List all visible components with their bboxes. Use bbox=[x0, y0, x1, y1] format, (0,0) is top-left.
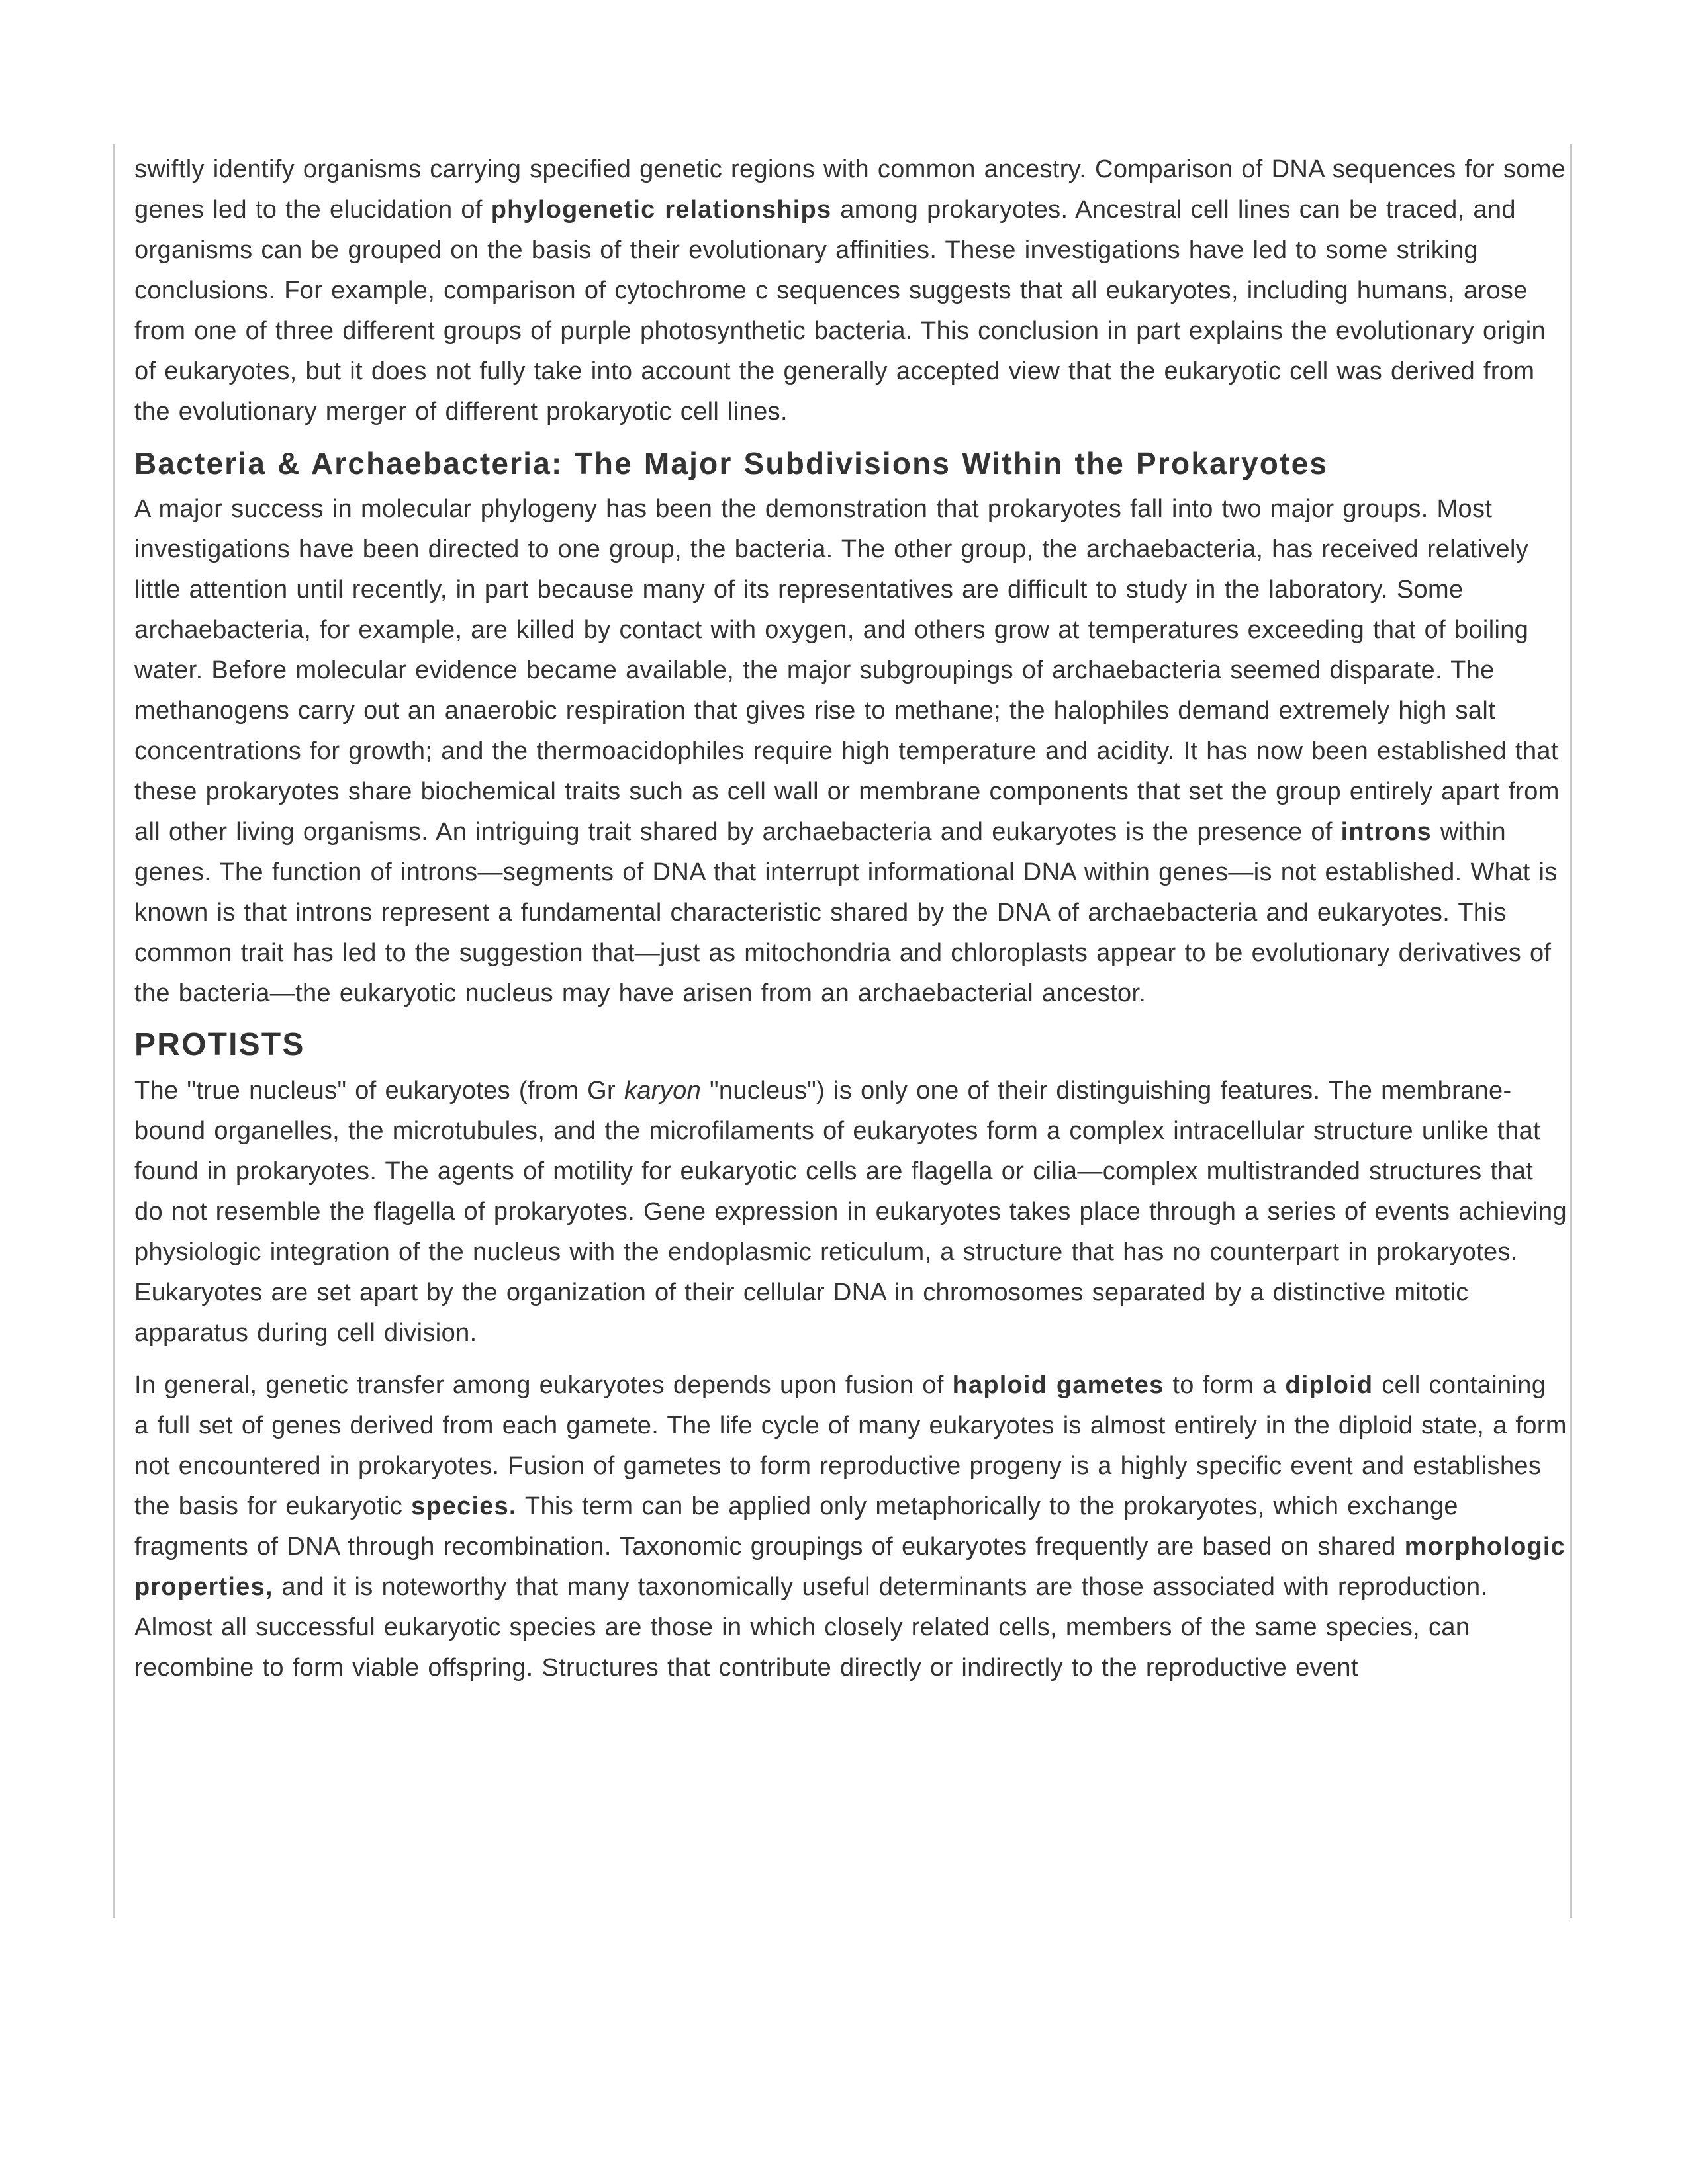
heading-protists: PROTISTS bbox=[134, 1027, 305, 1062]
bold-term-phylogenetic-relationships: phylogenetic relationships bbox=[491, 196, 832, 224]
heading-bacteria-archaebacteria: Bacteria & Archaebacteria: The Major Subdivisions Within the Prokaryotes bbox=[134, 446, 1329, 480]
text-run: within genes. The function of introns—segments of DNA that interrupt informational DNA within genes—is not established. What is known is that introns represent a fundamental characteristic shared by the DNA of archaebacteria and eukaryotes. This common trait has led to the suggestion that—just as mitochondria and chloroplasts appear to be evolutionary derivatives of the bacteria—the eukaryotic nucleus may have arisen from an archaebacterial ancestor. bbox=[134, 818, 1558, 1007]
bold-term-haploid-gametes: haploid gametes bbox=[952, 1371, 1164, 1399]
paragraph-true-nucleus bbox=[134, 1071, 1568, 1353]
text-run: and it is noteworthy that many taxonomically useful determinants are those associated with reproduction. Almost all successful eukaryotic species are those in which closely related cells, members of the same species, can recombine to form viable offspring. Structures that contribute directly or indirectly to the reproductive event bbox=[134, 1573, 1488, 1682]
bold-term-diploid: diploid bbox=[1285, 1371, 1374, 1399]
text-run: cell containing a full set of genes derived from each gamete. The life cycle of many eukaryotes is almost entirely in the diploid state, a form not encountered in prokaryotes. Fusion of gametes to form reproductive progeny is a highly specific event and establishes the basis for eukaryotic bbox=[134, 1371, 1567, 1520]
text-run: to form a bbox=[1164, 1371, 1286, 1399]
text-run: The "true nucleus" of eukaryotes (from Gr bbox=[134, 1077, 624, 1105]
text-run: This term can be applied only metaphorically to the prokaryotes, which exchange fragments of DNA through recombination. Taxonomic groupings of eukaryotes frequently are based on shared bbox=[134, 1492, 1458, 1561]
document-body bbox=[134, 150, 1568, 1700]
text-run: swiftly identify organisms carrying specified genetic regions with common ancestry. Comparison of DNA sequences for some genes led to the elucidation of bbox=[134, 156, 1566, 224]
text-run: A major success in molecular phylogeny has been the demonstration that prokaryotes fall into two major groups. Most investigations have been directed to one group, the bacteria. The other group, the archaebacteria, has received relatively little attention until recently, in part because many of its representatives are difficult to study in the laboratory. Some archaebacteria, for example, are killed by contact with oxygen, and others grow at temperatures exceeding that of boiling water. Before molecular evidence became available, the major subgroupings of archaebacteria seemed disparate. The methanogens carry out an anaerobic respiration that gives rise to methane; the halophiles demand extremely high salt concentrations for growth; and the thermoacidophiles require high temperature and acidity. It has now been established that these prokaryotes share biochemical traits such as cell wall or membrane components that set the group entirely apart from all other living organisms. An intriguing trait shared by archaebacteria and eukaryotes is the presence of bbox=[134, 495, 1560, 846]
paragraph-genetic-transfer bbox=[134, 1365, 1568, 1688]
text-run: among prokaryotes. Ancestral cell lines can be traced, and organisms can be grouped on the basis of their evolutionary affinities. These investigations have led to some striking conclusions. For example, comparison of cytochrome c sequences suggests that all eukaryotes, including humans, arose from one of three different groups of purple photosynthetic bacteria. This conclusion in part explains the evolutionary origin of eukaryotes, but it does not fully take into account the generally accepted view that the eukaryotic cell was derived from the evolutionary merger of different prokaryotic cell lines. bbox=[134, 196, 1546, 426]
bold-term-morphologic-properties: morphologic properties, bbox=[134, 1533, 1566, 1601]
paragraph-archaebacteria bbox=[134, 489, 1568, 1014]
bold-term-introns: introns bbox=[1340, 818, 1432, 846]
right-border-line bbox=[1570, 144, 1572, 1918]
paragraph-phylogeny bbox=[134, 150, 1568, 432]
text-run: In general, genetic transfer among eukaryotes depends upon fusion of bbox=[134, 1371, 953, 1399]
text-run: "nucleus") is only one of their distinguishing features. The membrane-bound organelles, the microtubules, and the microfilaments of eukaryotes form a complex intracellular structure unlike that found in prokaryotes. The agents of motility for eukaryotic cells are flagella or cilia—complex multistranded structures that do not resemble the flagella of prokaryotes. Gene expression in eukaryotes takes place through a series of events achieving physiologic integration of the nucleus with the endoplasmic reticulum, a structure that has no counterpart in prokaryotes. Eukaryotes are set apart by the organization of their cellular DNA in chromosomes separated by a distinctive mitotic apparatus during cell division. bbox=[134, 1077, 1567, 1347]
italic-term-karyon: karyon bbox=[624, 1077, 702, 1105]
left-border-line bbox=[113, 144, 115, 1918]
bold-term-species: species. bbox=[411, 1492, 517, 1520]
